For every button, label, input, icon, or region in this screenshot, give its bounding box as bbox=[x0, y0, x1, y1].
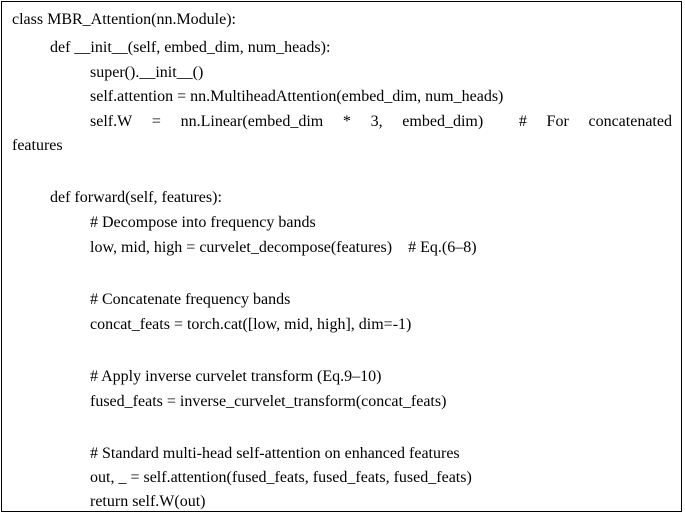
token: 3, bbox=[370, 113, 383, 130]
token: For bbox=[546, 113, 569, 130]
code-line-forward-def: def forward(self, features): bbox=[50, 189, 222, 206]
code-comment-decompose: # Decompose into frequency bands bbox=[90, 214, 316, 231]
code-line-return: return self.W(out) bbox=[90, 493, 206, 510]
code-comment-self-attention: # Standard multi-head self-attention on enhanced features bbox=[90, 445, 460, 462]
token: embed_dim) bbox=[402, 113, 484, 130]
code-comment-concatenate: # Concatenate frequency bands bbox=[90, 291, 291, 308]
code-line-init-def: def __init__(self, embed_dim, num_heads): bbox=[50, 39, 331, 56]
token: self.W bbox=[90, 113, 133, 130]
code-line-wrapped-features: features bbox=[12, 137, 63, 154]
code-line-linear-assign bbox=[90, 110, 681, 134]
token: # bbox=[518, 113, 527, 130]
code-block bbox=[1, 1, 682, 512]
code-line-attention-assign: self.attention = nn.MultiheadAttention(embed_dim, num_heads) bbox=[90, 88, 504, 105]
code-comment-inverse-transform: # Apply inverse curvelet transform (Eq.9–10) bbox=[90, 368, 382, 385]
code-line-concat-call: concat_feats = torch.cat([low, mid, high], dim=-1) bbox=[90, 316, 412, 333]
code-line-attention-call: out, _ = self.attention(fused_feats, fused_feats, fused_feats) bbox=[90, 469, 472, 486]
token: concatenated bbox=[588, 113, 672, 130]
token: nn.Linear(embed_dim bbox=[180, 113, 324, 130]
token: * bbox=[342, 113, 351, 130]
code-line-decompose-call: low, mid, high = curvelet_decompose(features) # Eq.(6–8) bbox=[90, 239, 477, 256]
code-line-super-init: super().__init__() bbox=[90, 64, 204, 81]
code-line-class-def: class MBR_Attention(nn.Module): bbox=[12, 11, 236, 28]
code-line-inverse-call: fused_feats = inverse_curvelet_transform(concat_feats) bbox=[90, 393, 447, 410]
token: = bbox=[151, 113, 161, 130]
